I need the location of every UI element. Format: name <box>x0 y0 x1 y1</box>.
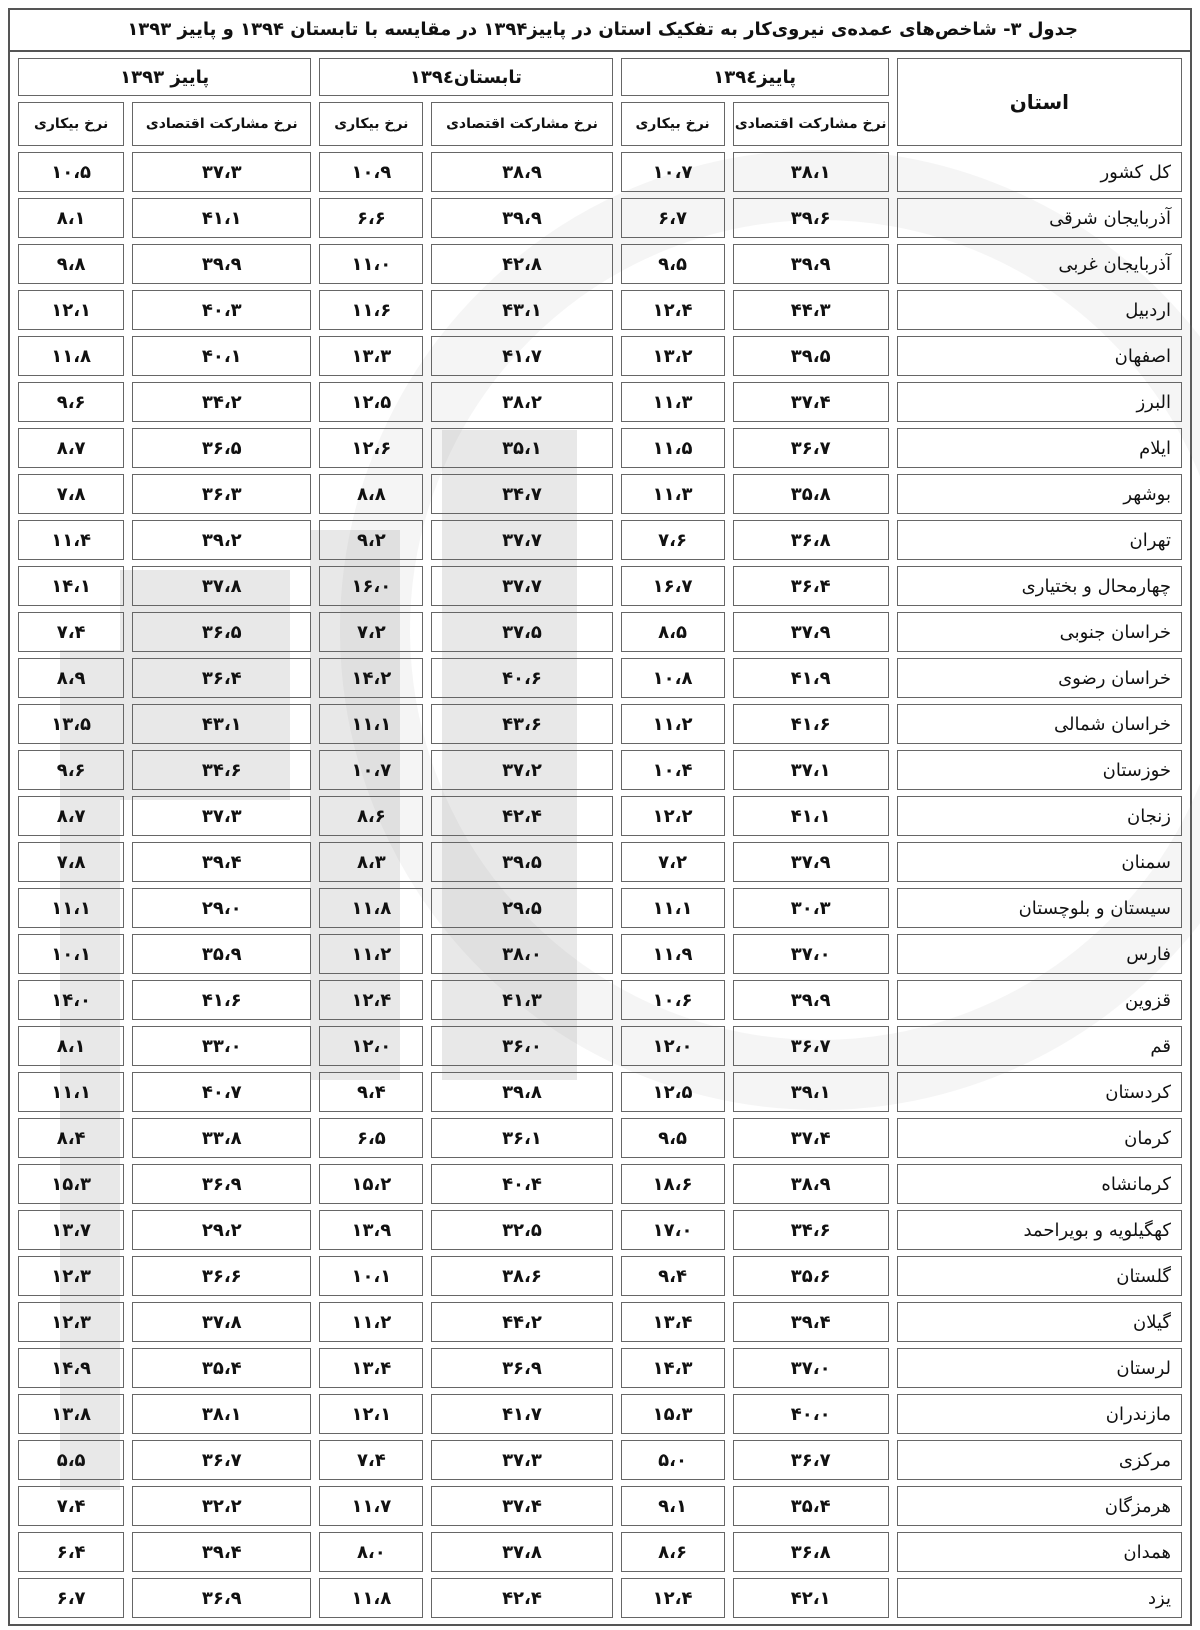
participation-autumn-1393-cell: ۳۷،۳ <box>132 152 311 192</box>
participation-autumn-1394-cell: ۴۱،۱ <box>733 796 889 836</box>
participation-summer-1394-cell: ۳۷،۷ <box>431 566 612 606</box>
province-name-cell: چهارمحال و بختیاری <box>897 566 1182 606</box>
province-name-cell: کهگیلویه و بویراحمد <box>897 1210 1182 1250</box>
province-name-cell: گلستان <box>897 1256 1182 1296</box>
table-row <box>18 566 1182 606</box>
participation-autumn-1394-cell: ۴۰،۰ <box>733 1394 889 1434</box>
province-name-cell: بوشهر <box>897 474 1182 514</box>
unemployment-summer-1394-cell: ۱۰،۱ <box>319 1256 423 1296</box>
unemployment-summer-1394-cell: ۱۲،۰ <box>319 1026 423 1066</box>
unemployment-autumn-1394-cell: ۹،۴ <box>621 1256 725 1296</box>
participation-autumn-1394-cell: ۳۷،۹ <box>733 612 889 652</box>
participation-summer-1394-cell: ۴۴،۲ <box>431 1302 612 1342</box>
unemployment-autumn-1394-cell: ۹،۵ <box>621 244 725 284</box>
unemployment-autumn-1393-cell: ۱۴،۰ <box>18 980 124 1020</box>
participation-autumn-1393-cell: ۳۸،۱ <box>132 1394 311 1434</box>
table-row <box>18 290 1182 330</box>
labor-indicators-table <box>10 52 1190 1624</box>
unemployment-autumn-1393-cell: ۸،۱ <box>18 1026 124 1066</box>
unemployment-summer-1394-cell: ۹،۲ <box>319 520 423 560</box>
unemployment-autumn-1394-cell: ۱۱،۲ <box>621 704 725 744</box>
participation-summer-1394-cell: ۴۰،۶ <box>431 658 612 698</box>
table-frame <box>8 8 1192 1626</box>
participation-summer-1394-cell: ۴۳،۱ <box>431 290 612 330</box>
unemployment-rate-header: نرخ بیکاری <box>319 102 423 146</box>
province-name-cell: کردستان <box>897 1072 1182 1112</box>
participation-autumn-1394-cell: ۳۸،۱ <box>733 152 889 192</box>
table-row <box>18 1486 1182 1526</box>
unemployment-summer-1394-cell: ۱۰،۹ <box>319 152 423 192</box>
unemployment-summer-1394-cell: ۱۱،۲ <box>319 934 423 974</box>
participation-summer-1394-cell: ۳۶،۰ <box>431 1026 612 1066</box>
participation-autumn-1394-cell: ۳۹،۱ <box>733 1072 889 1112</box>
participation-autumn-1394-cell: ۳۷،۰ <box>733 934 889 974</box>
unemployment-autumn-1394-cell: ۱۰،۸ <box>621 658 725 698</box>
province-name-cell: مازندران <box>897 1394 1182 1434</box>
unemployment-summer-1394-cell: ۸،۰ <box>319 1532 423 1572</box>
participation-rate-header: نرخ مشارکت اقتصادی <box>733 102 889 146</box>
province-name-cell: خوزستان <box>897 750 1182 790</box>
table-row <box>18 1164 1182 1204</box>
participation-summer-1394-cell: ۳۶،۹ <box>431 1348 612 1388</box>
participation-autumn-1394-cell: ۴۱،۹ <box>733 658 889 698</box>
table-row <box>18 980 1182 1020</box>
participation-autumn-1394-cell: ۳۶،۸ <box>733 520 889 560</box>
unemployment-summer-1394-cell: ۷،۴ <box>319 1440 423 1480</box>
participation-autumn-1394-cell: ۳۶،۴ <box>733 566 889 606</box>
province-name-cell: لرستان <box>897 1348 1182 1388</box>
participation-autumn-1394-cell: ۳۷،۰ <box>733 1348 889 1388</box>
unemployment-autumn-1393-cell: ۸،۷ <box>18 428 124 468</box>
unemployment-autumn-1394-cell: ۹،۵ <box>621 1118 725 1158</box>
unemployment-autumn-1393-cell: ۱۱،۸ <box>18 336 124 376</box>
table-row <box>18 1256 1182 1296</box>
participation-rate-header: نرخ مشارکت اقتصادی <box>431 102 612 146</box>
unemployment-autumn-1393-cell: ۱۱،۱ <box>18 888 124 928</box>
unemployment-autumn-1394-cell: ۸،۵ <box>621 612 725 652</box>
unemployment-autumn-1394-cell: ۱۲،۰ <box>621 1026 725 1066</box>
unemployment-summer-1394-cell: ۶،۵ <box>319 1118 423 1158</box>
participation-autumn-1394-cell: ۴۲،۱ <box>733 1578 889 1618</box>
unemployment-autumn-1394-cell: ۱۳،۲ <box>621 336 725 376</box>
unemployment-summer-1394-cell: ۱۱،۷ <box>319 1486 423 1526</box>
province-name-cell: سمنان <box>897 842 1182 882</box>
participation-autumn-1394-cell: ۳۵،۸ <box>733 474 889 514</box>
participation-autumn-1393-cell: ۳۶،۷ <box>132 1440 311 1480</box>
unemployment-summer-1394-cell: ۱۰،۷ <box>319 750 423 790</box>
unemployment-autumn-1393-cell: ۱۴،۹ <box>18 1348 124 1388</box>
table-row <box>18 1302 1182 1342</box>
participation-autumn-1394-cell: ۳۷،۹ <box>733 842 889 882</box>
table-row <box>18 750 1182 790</box>
unemployment-autumn-1394-cell: ۱۲،۴ <box>621 290 725 330</box>
table-row <box>18 336 1182 376</box>
table-row <box>18 1072 1182 1112</box>
unemployment-summer-1394-cell: ۸،۳ <box>319 842 423 882</box>
unemployment-autumn-1393-cell: ۱۱،۴ <box>18 520 124 560</box>
unemployment-rate-header: نرخ بیکاری <box>18 102 124 146</box>
participation-autumn-1393-cell: ۳۵،۴ <box>132 1348 311 1388</box>
unemployment-autumn-1394-cell: ۱۴،۳ <box>621 1348 725 1388</box>
table-row <box>18 658 1182 698</box>
participation-summer-1394-cell: ۴۲،۸ <box>431 244 612 284</box>
participation-summer-1394-cell: ۳۹،۹ <box>431 198 612 238</box>
table-row <box>18 244 1182 284</box>
unemployment-summer-1394-cell: ۱۲،۵ <box>319 382 423 422</box>
province-header: استان <box>897 58 1182 146</box>
unemployment-autumn-1394-cell: ۸،۶ <box>621 1532 725 1572</box>
unemployment-autumn-1393-cell: ۸،۹ <box>18 658 124 698</box>
unemployment-summer-1394-cell: ۱۶،۰ <box>319 566 423 606</box>
participation-summer-1394-cell: ۲۹،۵ <box>431 888 612 928</box>
participation-summer-1394-cell: ۴۲،۴ <box>431 1578 612 1618</box>
unemployment-autumn-1393-cell: ۷،۴ <box>18 1486 124 1526</box>
table-row <box>18 888 1182 928</box>
unemployment-autumn-1394-cell: ۱۱،۱ <box>621 888 725 928</box>
participation-autumn-1393-cell: ۳۹،۴ <box>132 1532 311 1572</box>
table-row <box>18 1532 1182 1572</box>
participation-autumn-1393-cell: ۲۹،۰ <box>132 888 311 928</box>
unemployment-autumn-1394-cell: ۹،۱ <box>621 1486 725 1526</box>
participation-summer-1394-cell: ۳۸،۰ <box>431 934 612 974</box>
unemployment-autumn-1394-cell: ۱۱،۳ <box>621 382 725 422</box>
participation-autumn-1393-cell: ۳۳،۸ <box>132 1118 311 1158</box>
participation-autumn-1393-cell: ۴۰،۳ <box>132 290 311 330</box>
province-name-cell: آذربایجان شرقی <box>897 198 1182 238</box>
participation-summer-1394-cell: ۴۱،۷ <box>431 336 612 376</box>
province-name-cell: تهران <box>897 520 1182 560</box>
unemployment-autumn-1394-cell: ۱۲،۵ <box>621 1072 725 1112</box>
unemployment-autumn-1394-cell: ۷،۶ <box>621 520 725 560</box>
table-row <box>18 1210 1182 1250</box>
group-header-summer-1394: تابستان۱۳۹٤ <box>319 58 612 96</box>
unemployment-autumn-1393-cell: ۸،۴ <box>18 1118 124 1158</box>
participation-autumn-1394-cell: ۳۶،۷ <box>733 1026 889 1066</box>
participation-autumn-1394-cell: ۳۴،۶ <box>733 1210 889 1250</box>
table-row <box>18 842 1182 882</box>
unemployment-autumn-1393-cell: ۱۴،۱ <box>18 566 124 606</box>
participation-rate-header: نرخ مشارکت اقتصادی <box>132 102 311 146</box>
table-body <box>18 152 1182 1618</box>
participation-summer-1394-cell: ۳۷،۸ <box>431 1532 612 1572</box>
unemployment-autumn-1394-cell: ۵،۰ <box>621 1440 725 1480</box>
unemployment-summer-1394-cell: ۱۱،۸ <box>319 888 423 928</box>
unemployment-summer-1394-cell: ۱۱،۰ <box>319 244 423 284</box>
participation-autumn-1393-cell: ۳۶،۶ <box>132 1256 311 1296</box>
participation-autumn-1393-cell: ۲۹،۲ <box>132 1210 311 1250</box>
unemployment-rate-header: نرخ بیکاری <box>621 102 725 146</box>
participation-summer-1394-cell: ۳۸،۲ <box>431 382 612 422</box>
table-row <box>18 1026 1182 1066</box>
participation-autumn-1394-cell: ۴۱،۶ <box>733 704 889 744</box>
participation-autumn-1393-cell: ۳۴،۶ <box>132 750 311 790</box>
unemployment-summer-1394-cell: ۱۱،۲ <box>319 1302 423 1342</box>
unemployment-autumn-1393-cell: ۹،۶ <box>18 382 124 422</box>
table-row <box>18 520 1182 560</box>
province-name-cell: اردبیل <box>897 290 1182 330</box>
unemployment-autumn-1393-cell: ۱۰،۵ <box>18 152 124 192</box>
unemployment-autumn-1393-cell: ۱۰،۱ <box>18 934 124 974</box>
participation-autumn-1394-cell: ۳۵،۶ <box>733 1256 889 1296</box>
unemployment-autumn-1394-cell: ۱۵،۳ <box>621 1394 725 1434</box>
province-name-cell: گیلان <box>897 1302 1182 1342</box>
unemployment-autumn-1394-cell: ۱۲،۲ <box>621 796 725 836</box>
participation-autumn-1394-cell: ۳۷،۴ <box>733 1118 889 1158</box>
participation-summer-1394-cell: ۳۵،۱ <box>431 428 612 468</box>
province-name-cell: کل کشور <box>897 152 1182 192</box>
participation-autumn-1393-cell: ۴۳،۱ <box>132 704 311 744</box>
unemployment-summer-1394-cell: ۱۲،۴ <box>319 980 423 1020</box>
participation-autumn-1393-cell: ۳۲،۲ <box>132 1486 311 1526</box>
unemployment-summer-1394-cell: ۶،۶ <box>319 198 423 238</box>
participation-autumn-1393-cell: ۳۳،۰ <box>132 1026 311 1066</box>
unemployment-autumn-1393-cell: ۱۳،۵ <box>18 704 124 744</box>
province-name-cell: کرمانشاه <box>897 1164 1182 1204</box>
unemployment-summer-1394-cell: ۸،۸ <box>319 474 423 514</box>
province-name-cell: همدان <box>897 1532 1182 1572</box>
unemployment-summer-1394-cell: ۱۱،۶ <box>319 290 423 330</box>
participation-autumn-1393-cell: ۳۹،۴ <box>132 842 311 882</box>
participation-autumn-1394-cell: ۳۰،۳ <box>733 888 889 928</box>
participation-summer-1394-cell: ۳۴،۷ <box>431 474 612 514</box>
unemployment-autumn-1393-cell: ۵،۵ <box>18 1440 124 1480</box>
participation-autumn-1393-cell: ۳۹،۲ <box>132 520 311 560</box>
participation-summer-1394-cell: ۴۳،۶ <box>431 704 612 744</box>
unemployment-autumn-1394-cell: ۱۱،۹ <box>621 934 725 974</box>
unemployment-autumn-1393-cell: ۷،۴ <box>18 612 124 652</box>
participation-autumn-1393-cell: ۳۷،۳ <box>132 796 311 836</box>
participation-autumn-1394-cell: ۳۹،۴ <box>733 1302 889 1342</box>
table-row <box>18 934 1182 974</box>
unemployment-autumn-1393-cell: ۸،۷ <box>18 796 124 836</box>
participation-autumn-1394-cell: ۳۹،۵ <box>733 336 889 376</box>
unemployment-summer-1394-cell: ۱۱،۸ <box>319 1578 423 1618</box>
unemployment-autumn-1394-cell: ۱۳،۴ <box>621 1302 725 1342</box>
participation-summer-1394-cell: ۴۱،۷ <box>431 1394 612 1434</box>
unemployment-autumn-1393-cell: ۸،۱ <box>18 198 124 238</box>
unemployment-autumn-1393-cell: ۶،۷ <box>18 1578 124 1618</box>
province-name-cell: مرکزی <box>897 1440 1182 1480</box>
table-title: جدول ۳- شاخص‌های عمده‌ی نیروی‌کار به تفکیک استان در پاییز۱۳۹۴ در مقایسه با تابستان ۱۳۹۴ و پاییز ۱۳۹۳ <box>10 10 1190 52</box>
participation-autumn-1394-cell: ۳۷،۱ <box>733 750 889 790</box>
table-row <box>18 1348 1182 1388</box>
unemployment-summer-1394-cell: ۹،۴ <box>319 1072 423 1112</box>
unemployment-autumn-1393-cell: ۷،۸ <box>18 842 124 882</box>
province-name-cell: سیستان و بلوچستان <box>897 888 1182 928</box>
participation-autumn-1393-cell: ۳۶،۵ <box>132 428 311 468</box>
province-name-cell: هرمزگان <box>897 1486 1182 1526</box>
participation-autumn-1393-cell: ۳۴،۲ <box>132 382 311 422</box>
participation-autumn-1394-cell: ۳۵،۴ <box>733 1486 889 1526</box>
unemployment-summer-1394-cell: ۱۴،۲ <box>319 658 423 698</box>
unemployment-summer-1394-cell: ۱۵،۲ <box>319 1164 423 1204</box>
unemployment-autumn-1394-cell: ۶،۷ <box>621 198 725 238</box>
province-name-cell: خراسان جنوبی <box>897 612 1182 652</box>
table-row <box>18 428 1182 468</box>
unemployment-autumn-1393-cell: ۱۳،۸ <box>18 1394 124 1434</box>
participation-autumn-1393-cell: ۳۶،۵ <box>132 612 311 652</box>
unemployment-autumn-1393-cell: ۶،۴ <box>18 1532 124 1572</box>
participation-summer-1394-cell: ۴۰،۴ <box>431 1164 612 1204</box>
participation-autumn-1394-cell: ۳۷،۴ <box>733 382 889 422</box>
table-row <box>18 1440 1182 1480</box>
table-row <box>18 474 1182 514</box>
province-name-cell: البرز <box>897 382 1182 422</box>
unemployment-summer-1394-cell: ۱۳،۳ <box>319 336 423 376</box>
participation-summer-1394-cell: ۳۸،۶ <box>431 1256 612 1296</box>
unemployment-autumn-1394-cell: ۱۰،۷ <box>621 152 725 192</box>
province-name-cell: آذربایجان غربی <box>897 244 1182 284</box>
unemployment-autumn-1394-cell: ۱۰،۶ <box>621 980 725 1020</box>
province-name-cell: ایلام <box>897 428 1182 468</box>
participation-summer-1394-cell: ۴۲،۴ <box>431 796 612 836</box>
participation-autumn-1393-cell: ۳۷،۸ <box>132 566 311 606</box>
participation-autumn-1394-cell: ۳۸،۹ <box>733 1164 889 1204</box>
participation-autumn-1393-cell: ۴۰،۱ <box>132 336 311 376</box>
unemployment-summer-1394-cell: ۱۳،۴ <box>319 1348 423 1388</box>
participation-autumn-1393-cell: ۴۰،۷ <box>132 1072 311 1112</box>
participation-autumn-1394-cell: ۳۶،۸ <box>733 1532 889 1572</box>
table-row <box>18 1118 1182 1158</box>
unemployment-autumn-1394-cell: ۱۸،۶ <box>621 1164 725 1204</box>
unemployment-autumn-1393-cell: ۱۱،۱ <box>18 1072 124 1112</box>
unemployment-autumn-1394-cell: ۷،۲ <box>621 842 725 882</box>
participation-summer-1394-cell: ۳۷،۵ <box>431 612 612 652</box>
table-row <box>18 152 1182 192</box>
participation-summer-1394-cell: ۳۷،۳ <box>431 1440 612 1480</box>
participation-autumn-1393-cell: ۳۶،۹ <box>132 1164 311 1204</box>
unemployment-autumn-1393-cell: ۷،۸ <box>18 474 124 514</box>
participation-autumn-1393-cell: ۳۶،۹ <box>132 1578 311 1618</box>
participation-autumn-1394-cell: ۳۹،۹ <box>733 980 889 1020</box>
participation-summer-1394-cell: ۳۹،۵ <box>431 842 612 882</box>
unemployment-autumn-1394-cell: ۱۷،۰ <box>621 1210 725 1250</box>
unemployment-autumn-1394-cell: ۱۱،۳ <box>621 474 725 514</box>
unemployment-autumn-1393-cell: ۱۲،۱ <box>18 290 124 330</box>
unemployment-summer-1394-cell: ۸،۶ <box>319 796 423 836</box>
participation-autumn-1393-cell: ۳۹،۹ <box>132 244 311 284</box>
table-row <box>18 796 1182 836</box>
participation-summer-1394-cell: ۳۷،۴ <box>431 1486 612 1526</box>
participation-autumn-1394-cell: ۳۹،۶ <box>733 198 889 238</box>
unemployment-autumn-1394-cell: ۱۰،۴ <box>621 750 725 790</box>
participation-autumn-1393-cell: ۳۶،۴ <box>132 658 311 698</box>
participation-summer-1394-cell: ۳۷،۷ <box>431 520 612 560</box>
unemployment-summer-1394-cell: ۷،۲ <box>319 612 423 652</box>
participation-autumn-1393-cell: ۳۵،۹ <box>132 934 311 974</box>
participation-summer-1394-cell: ۳۶،۱ <box>431 1118 612 1158</box>
unemployment-autumn-1393-cell: ۱۲،۳ <box>18 1302 124 1342</box>
table-row <box>18 1578 1182 1618</box>
unemployment-summer-1394-cell: ۱۲،۱ <box>319 1394 423 1434</box>
province-name-cell: کرمان <box>897 1118 1182 1158</box>
province-name-cell: فارس <box>897 934 1182 974</box>
province-name-cell: اصفهان <box>897 336 1182 376</box>
participation-autumn-1394-cell: ۳۹،۹ <box>733 244 889 284</box>
participation-summer-1394-cell: ۳۹،۸ <box>431 1072 612 1112</box>
table-row <box>18 198 1182 238</box>
unemployment-autumn-1394-cell: ۱۱،۵ <box>621 428 725 468</box>
unemployment-autumn-1393-cell: ۱۵،۳ <box>18 1164 124 1204</box>
province-name-cell: یزد <box>897 1578 1182 1618</box>
province-name-cell: قم <box>897 1026 1182 1066</box>
participation-autumn-1394-cell: ۳۶،۷ <box>733 1440 889 1480</box>
participation-autumn-1393-cell: ۴۱،۱ <box>132 198 311 238</box>
group-header-autumn-1393: پاییز ۱۳۹۳ <box>18 58 311 96</box>
unemployment-autumn-1393-cell: ۱۳،۷ <box>18 1210 124 1250</box>
unemployment-summer-1394-cell: ۱۲،۶ <box>319 428 423 468</box>
unemployment-autumn-1394-cell: ۱۲،۴ <box>621 1578 725 1618</box>
participation-autumn-1394-cell: ۳۶،۷ <box>733 428 889 468</box>
table-row <box>18 612 1182 652</box>
table-row <box>18 704 1182 744</box>
province-name-cell: زنجان <box>897 796 1182 836</box>
participation-summer-1394-cell: ۴۱،۳ <box>431 980 612 1020</box>
participation-autumn-1393-cell: ۳۶،۳ <box>132 474 311 514</box>
unemployment-autumn-1393-cell: ۹،۸ <box>18 244 124 284</box>
participation-summer-1394-cell: ۳۷،۲ <box>431 750 612 790</box>
unemployment-summer-1394-cell: ۱۱،۱ <box>319 704 423 744</box>
header-row-groups <box>18 58 1182 96</box>
participation-summer-1394-cell: ۳۲،۵ <box>431 1210 612 1250</box>
participation-summer-1394-cell: ۳۸،۹ <box>431 152 612 192</box>
unemployment-autumn-1393-cell: ۱۲،۳ <box>18 1256 124 1296</box>
table-row <box>18 382 1182 422</box>
province-name-cell: قزوین <box>897 980 1182 1020</box>
participation-autumn-1393-cell: ۳۷،۸ <box>132 1302 311 1342</box>
unemployment-summer-1394-cell: ۱۳،۹ <box>319 1210 423 1250</box>
province-name-cell: خراسان رضوی <box>897 658 1182 698</box>
province-name-cell: خراسان شمالی <box>897 704 1182 744</box>
participation-autumn-1393-cell: ۴۱،۶ <box>132 980 311 1020</box>
unemployment-autumn-1393-cell: ۹،۶ <box>18 750 124 790</box>
participation-autumn-1394-cell: ۴۴،۳ <box>733 290 889 330</box>
table-row <box>18 1394 1182 1434</box>
group-header-autumn-1394: پاییز۱۳۹٤ <box>621 58 889 96</box>
unemployment-autumn-1394-cell: ۱۶،۷ <box>621 566 725 606</box>
